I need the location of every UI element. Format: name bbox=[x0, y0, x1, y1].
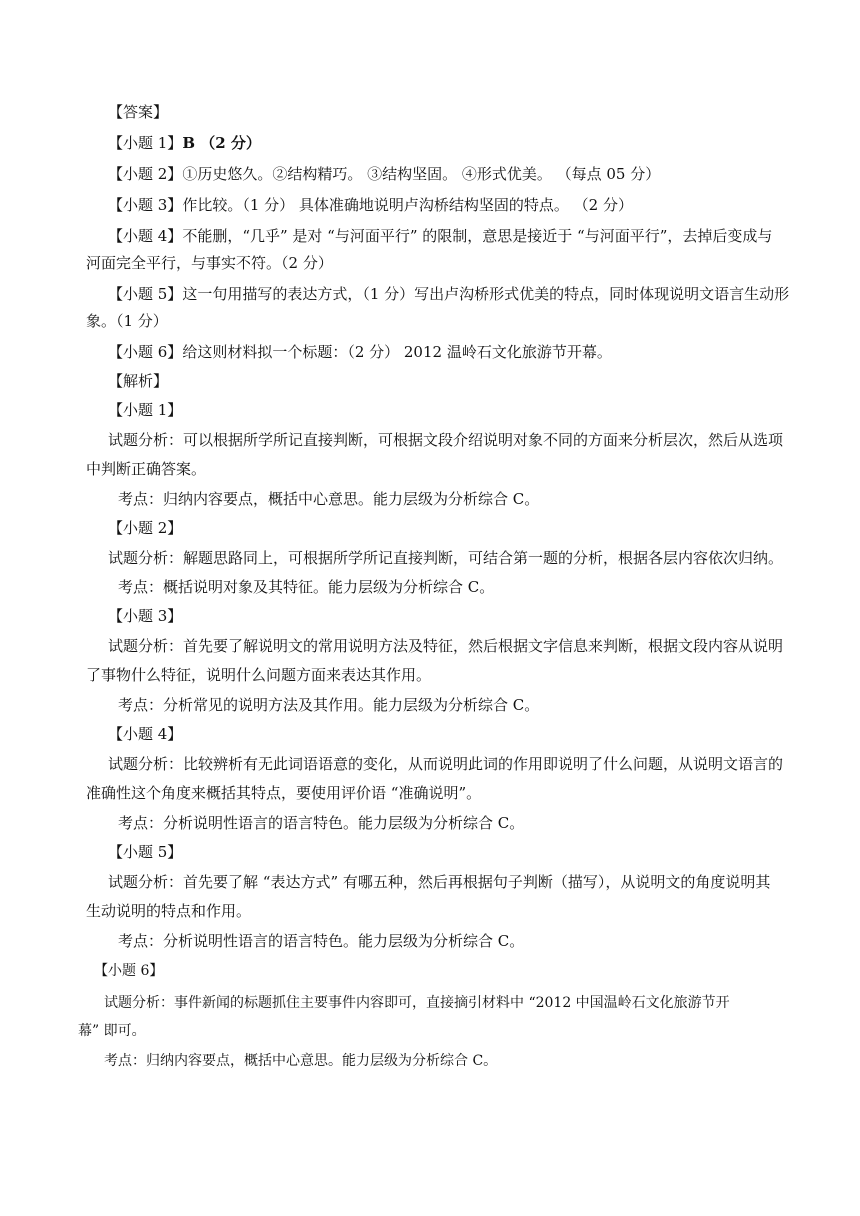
answer-2-tag: 【小题 2】 bbox=[108, 165, 183, 183]
answer-2 bbox=[108, 164, 660, 184]
answer-header: 【答案】 bbox=[108, 103, 169, 121]
q3-point: 考点：分析常见的说明方法及其作用。能力层级为分析综合 C。 bbox=[118, 696, 540, 714]
q2-tag: 【小题 2】 bbox=[108, 519, 183, 537]
q5-analysis-line-1: 试题分析：首先要了解 “表达方式” 有哪五种，然后再根据句子判断（描写），从说明文的角度说明其 bbox=[108, 873, 771, 891]
answer-5-text: 这一句用描写的表达方式，（1 分）写出卢沟桥形式优美的特点，同时体现说明文语言生动形 bbox=[182, 285, 790, 303]
q4-tag: 【小题 4】 bbox=[108, 725, 183, 743]
answer-1 bbox=[108, 133, 261, 153]
q1-point: 考点：归纳内容要点，概括中心意思。能力层级为分析综合 C。 bbox=[118, 490, 540, 508]
q1-tag: 【小题 1】 bbox=[108, 401, 183, 419]
q4-point: 考点：分析说明性语言的语言特色。能力层级为分析综合 C。 bbox=[118, 814, 525, 832]
answer-6-text: 给这则材料拟一个标题：（2 分） 2012 温岭石文化旅游节开幕。 bbox=[182, 343, 612, 361]
q2-point: 考点：概括说明对象及其特征。能力层级为分析综合 C。 bbox=[118, 578, 495, 596]
q3-tag: 【小题 3】 bbox=[108, 607, 183, 625]
answer-6 bbox=[108, 342, 612, 362]
q4-analysis-line-1: 试题分析：比较辨析有无此词语语意的变化，从而说明此词的作用即说明了什么问题，从说明文语言的 bbox=[108, 755, 784, 773]
answer-3 bbox=[108, 195, 633, 215]
answer-4-line-2: 河面完全平行，与事实不符。（2 分） bbox=[86, 254, 333, 272]
answer-5-tag: 【小题 5】 bbox=[108, 285, 183, 303]
q3-analysis-line-1: 试题分析：首先要了解说明文的常用说明方法及特征，然后根据文字信息来判断，根据文段内容从说明 bbox=[108, 637, 784, 655]
q1-analysis-line-2: 中判断正确答案。 bbox=[86, 460, 207, 478]
q4-analysis-line-2: 准确性这个角度来概括其特点，要使用评价语 “准确说明”。 bbox=[86, 784, 482, 802]
answer-4-line-1 bbox=[108, 226, 772, 246]
q3-analysis-line-2: 了事物什么特征，说明什么问题方面来表达其作用。 bbox=[86, 666, 432, 684]
answer-1-tag: 【小题 1】 bbox=[108, 134, 183, 152]
q5-tag: 【小题 5】 bbox=[108, 843, 183, 861]
answer-6-tag: 【小题 6】 bbox=[108, 343, 183, 361]
answer-2-text: ①历史悠久。②结构精巧。 ③结构坚固。 ④形式优美。 （每点 05 分） bbox=[182, 165, 661, 183]
q6-analysis-line-2: 幕” 即可。 bbox=[78, 1023, 146, 1039]
q5-point: 考点：分析说明性语言的语言特色。能力层级为分析综合 C。 bbox=[118, 932, 525, 950]
q1-analysis-line-1: 试题分析：可以根据所学所记直接判断，可根据文段介绍说明对象不同的方面来分析层次，然后从选项 bbox=[108, 431, 784, 449]
answer-4-tag: 【小题 4】 bbox=[108, 227, 183, 245]
q6-analysis-line-1: 试题分析：事件新闻的标题抓住主要事件内容即可，直接摘引材料中 “2012 中国温岭石文化旅游节开 bbox=[104, 995, 730, 1011]
answer-5-line-2: 象。（1 分） bbox=[86, 312, 168, 330]
answer-3-tag: 【小题 3】 bbox=[108, 196, 183, 214]
answer-4-text: 不能删，“几乎” 是对 “与河面平行” 的限制，意思是接近于 “与河面平行”，去掉后变成与 bbox=[182, 227, 773, 245]
analysis-header: 【解析】 bbox=[108, 372, 169, 390]
q5-analysis-line-2: 生动说明的特点和作用。 bbox=[86, 902, 252, 920]
answer-5-line-1 bbox=[108, 284, 789, 304]
q6-point: 考点：归纳内容要点，概括中心意思。能力层级为分析综合 C。 bbox=[104, 1053, 498, 1069]
answer-3-text: 作比较。（1 分） 具体准确地说明卢沟桥结构坚固的特点。 （2 分） bbox=[182, 196, 633, 214]
q2-analysis-line-1: 试题分析：解题思路同上，可根据所学所记直接判断，可结合第一题的分析，根据各层内容依次归纳。 bbox=[108, 549, 784, 567]
q6-tag: 【小题 6】 bbox=[94, 963, 164, 979]
answer-1-text: B （2 分） bbox=[182, 134, 261, 152]
